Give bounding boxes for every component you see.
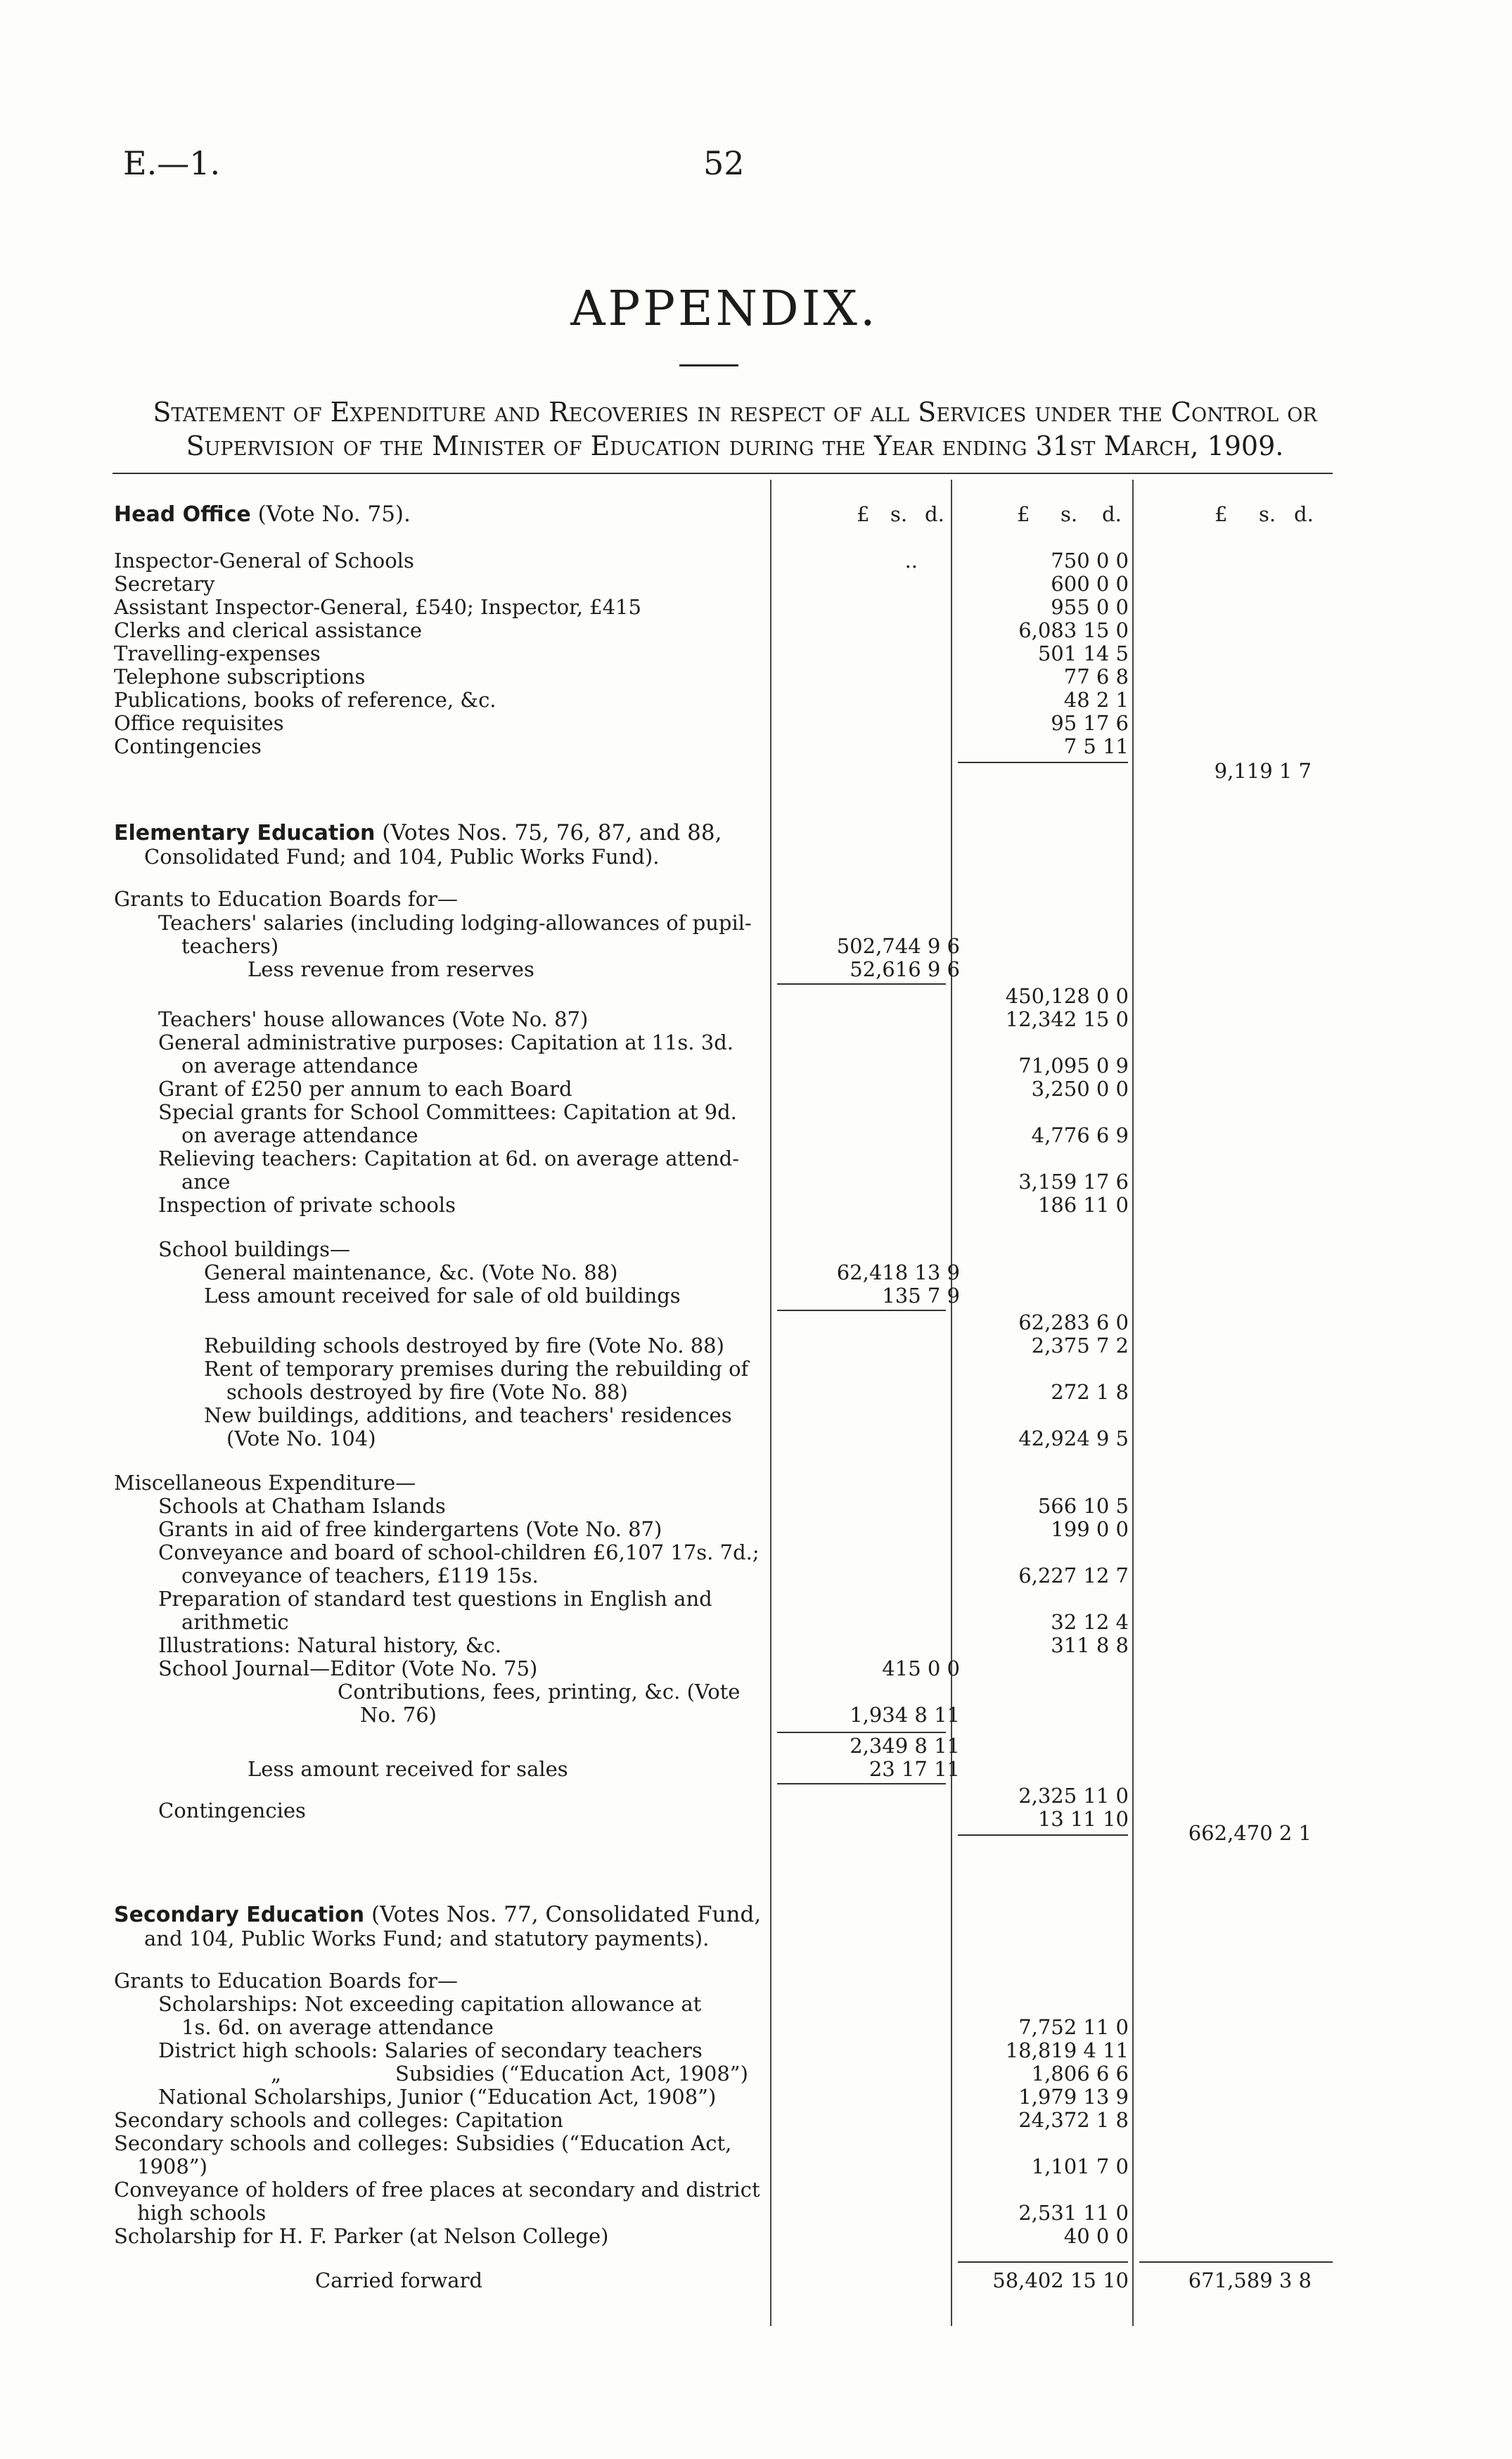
secondary-subsidies-amount: 1,101 7 0 bbox=[1031, 2154, 1129, 2178]
rent-temp-label: Rent of temporary premises during the rebuilding of bbox=[204, 1357, 749, 1381]
special-grants-label: Special grants for School Committees: Capitation at 9d. bbox=[158, 1100, 737, 1124]
elementary-subtotal-rule bbox=[958, 1834, 1128, 1836]
chatham-label: Schools at Chatham Islands bbox=[158, 1494, 446, 1518]
secondary-subsidies-label: Secondary schools and colleges: Subsidies (“Education Act, bbox=[114, 2131, 732, 2155]
elementary-heading bbox=[114, 822, 722, 845]
house-allowances-amount: 12,342 15 0 bbox=[1005, 1007, 1129, 1031]
less-sales-amount: 23 17 11 bbox=[869, 1757, 960, 1781]
elementary-contingencies-amount: 13 11 10 bbox=[1037, 1807, 1129, 1831]
head-office-amount: 77 6 8 bbox=[1063, 665, 1129, 689]
special-grants-label-2: on average attendance bbox=[181, 1123, 418, 1147]
less-revenue-amount: 52,616 9 6 bbox=[850, 957, 960, 981]
secondary-capitation-label: Secondary schools and colleges: Capitation bbox=[114, 2108, 563, 2132]
kindergartens-amount: 199 0 0 bbox=[1051, 1517, 1129, 1541]
elementary-title: Elementary Education bbox=[114, 821, 376, 845]
carried-forward-col3: 671,589 3 8 bbox=[1188, 2268, 1312, 2292]
head-office-row: Secretary bbox=[114, 572, 215, 596]
title-underline bbox=[679, 364, 738, 366]
general-maintenance-amount: 62,418 13 9 bbox=[836, 1260, 960, 1284]
parker-scholarship-amount: 40 0 0 bbox=[1063, 2224, 1129, 2248]
col1-pound-header: £ bbox=[857, 502, 870, 526]
head-office-vote: (Vote No. 75). bbox=[257, 502, 411, 527]
contributions-amount: 1,934 8 11 bbox=[850, 1703, 960, 1727]
national-scholarships-label: National Scholarships, Junior (“Education Act, 1908”) bbox=[158, 2085, 717, 2109]
page-number: 52 bbox=[703, 144, 745, 182]
district-high-amount: 18,819 4 11 bbox=[1005, 2038, 1129, 2062]
rebuilding-label: Rebuilding schools destroyed by fire (Vote No. 88) bbox=[204, 1334, 724, 1358]
teachers-salaries-gross: 502,744 9 6 bbox=[836, 934, 960, 958]
elementary-contingencies-label: Contingencies bbox=[158, 1799, 306, 1822]
house-allowances-label: Teachers' house allowances (Vote No. 87) bbox=[158, 1007, 589, 1031]
head-office-dots: .. bbox=[904, 549, 918, 573]
head-office-row: Travelling-expenses bbox=[114, 641, 321, 665]
school-journal-label: School Journal—Editor (Vote No. 75) bbox=[158, 1656, 538, 1680]
subtitle-line-1: Statement of Expenditure and Recoveries in respect of all Services under the Control or bbox=[153, 397, 1317, 428]
rent-temp-amount: 272 1 8 bbox=[1051, 1380, 1129, 1404]
head-office-row: Clerks and clerical assistance bbox=[114, 618, 422, 642]
grant-board-label: Grant of £250 per annum to each Board bbox=[158, 1077, 572, 1101]
head-office-amount: 7 5 11 bbox=[1063, 734, 1129, 758]
new-buildings-label-2: (Vote No. 104) bbox=[226, 1426, 376, 1450]
col3-shilling-header: s. bbox=[1259, 502, 1276, 526]
conveyance-label: Conveyance and board of school-children £6,107 17s. 7d.; bbox=[158, 1540, 760, 1564]
scholarships-label-2: 1s. 6d. on average attendance bbox=[181, 2015, 494, 2039]
conveyance-label-2: conveyance of teachers, £119 15s. bbox=[181, 1564, 539, 1588]
column-divider-1 bbox=[770, 480, 771, 2326]
head-office-amount: 501 14 5 bbox=[1037, 641, 1129, 665]
general-admin-amount: 71,095 0 9 bbox=[1018, 1054, 1129, 1078]
relieving-label: Relieving teachers: Capitation at 6d. on average attend- bbox=[158, 1147, 739, 1170]
relieving-label-2: ance bbox=[181, 1170, 231, 1194]
general-admin-label-2: on average attendance bbox=[181, 1054, 418, 1078]
teachers-salaries-label-2: teachers) bbox=[181, 934, 279, 958]
carried-forward-label: Carried forward bbox=[315, 2268, 483, 2292]
secondary-heading bbox=[114, 1903, 761, 1927]
head-office-subtotal-rule bbox=[958, 762, 1128, 763]
grant-board-amount: 3,250 0 0 bbox=[1031, 1077, 1129, 1101]
head-office-row: Contingencies bbox=[114, 734, 262, 758]
teachers-salaries-label: Teachers' salaries (including lodging-allowances of pupil- bbox=[158, 911, 752, 935]
head-office-amount: 48 2 1 bbox=[1063, 688, 1129, 712]
buildings-rule bbox=[777, 1310, 946, 1311]
misc-expenditure-heading: Miscellaneous Expenditure— bbox=[114, 1471, 416, 1495]
inspection-private-label: Inspection of private schools bbox=[158, 1193, 456, 1217]
head-office-title: Head Office bbox=[114, 502, 251, 527]
secondary-title: Secondary Education bbox=[114, 1903, 365, 1927]
conveyance-amount: 6,227 12 7 bbox=[1018, 1564, 1129, 1588]
inspection-private-amount: 186 11 0 bbox=[1037, 1193, 1129, 1217]
carried-forward-col2: 58,402 15 10 bbox=[992, 2268, 1129, 2292]
contributions-label-2: No. 76) bbox=[360, 1703, 437, 1727]
test-questions-amount: 32 12 4 bbox=[1051, 1610, 1129, 1634]
kindergartens-label: Grants in aid of free kindergartens (Vote No. 87) bbox=[158, 1517, 662, 1541]
page-header-ref: E.—1. bbox=[123, 144, 221, 182]
secondary-vote-line2: and 104, Public Works Fund; and statutory payments). bbox=[144, 1927, 710, 1950]
head-office-amount: 750 0 0 bbox=[1051, 549, 1129, 573]
new-buildings-label: New buildings, additions, and teachers' residences bbox=[204, 1403, 732, 1427]
elementary-vote: (Votes Nos. 75, 76, 87, and 88, bbox=[382, 820, 722, 845]
subsidies-ditto-mark: „ bbox=[271, 2062, 282, 2086]
elementary-total: 662,470 2 1 bbox=[1188, 1821, 1312, 1845]
head-office-amount: 95 17 6 bbox=[1051, 711, 1129, 735]
head-office-heading bbox=[114, 503, 411, 526]
conveyance-free-label: Conveyance of holders of free places at secondary and district bbox=[114, 2178, 760, 2202]
journal-subtotal-rule bbox=[777, 1732, 946, 1733]
top-rule bbox=[113, 473, 1333, 474]
teachers-salaries-rule bbox=[777, 983, 946, 985]
test-questions-label-2: arithmetic bbox=[181, 1610, 289, 1634]
journal-subtotal: 2,349 8 11 bbox=[850, 1734, 960, 1758]
col2-pence-header: d. bbox=[1102, 502, 1122, 526]
carried-forward-top-rule bbox=[958, 2261, 1128, 2263]
head-office-amount: 6,083 15 0 bbox=[1018, 618, 1129, 642]
head-office-row: Publications, books of reference, &c. bbox=[114, 688, 496, 712]
col3-pence-header: d. bbox=[1294, 502, 1314, 526]
column-divider-2 bbox=[951, 480, 952, 2326]
illustrations-label: Illustrations: Natural history, &c. bbox=[158, 1633, 502, 1657]
secondary-grants-heading: Grants to Education Boards for— bbox=[114, 1969, 458, 1993]
secondary-vote: (Votes Nos. 77, Consolidated Fund, bbox=[371, 1902, 762, 1927]
less-old-buildings-label: Less amount received for sale of old buildings bbox=[204, 1284, 681, 1308]
scholarships-label: Scholarships: Not exceeding capitation allowance at bbox=[158, 1992, 702, 2016]
head-office-row: Assistant Inspector-General, £540; Inspector, £415 bbox=[114, 595, 641, 619]
page-title: APPENDIX. bbox=[570, 281, 878, 337]
illustrations-amount: 311 8 8 bbox=[1051, 1633, 1129, 1657]
col3-pound-header: £ bbox=[1215, 502, 1228, 526]
carried-forward-col3-top-rule bbox=[1139, 2261, 1333, 2263]
less-old-buildings-amount: 135 7 9 bbox=[882, 1284, 960, 1308]
buildings-net: 62,283 6 0 bbox=[1018, 1310, 1129, 1334]
journal-net-rule bbox=[777, 1783, 946, 1784]
subsidies-label: Subsidies (“Education Act, 1908”) bbox=[395, 2062, 748, 2086]
less-revenue-label: Less revenue from reserves bbox=[248, 957, 534, 981]
teachers-salaries-net: 450,128 0 0 bbox=[1005, 984, 1129, 1008]
col2-pound-header: £ bbox=[1017, 502, 1030, 526]
special-grants-amount: 4,776 6 9 bbox=[1031, 1123, 1129, 1147]
scholarships-amount: 7,752 11 0 bbox=[1018, 2015, 1129, 2039]
new-buildings-amount: 42,924 9 5 bbox=[1018, 1426, 1129, 1450]
head-office-row: Office requisites bbox=[114, 711, 284, 735]
test-questions-label: Preparation of standard test questions in English and bbox=[158, 1587, 712, 1611]
less-sales-label: Less amount received for sales bbox=[248, 1757, 568, 1781]
head-office-row: Telephone subscriptions bbox=[114, 665, 366, 689]
secondary-subsidies-label-2: 1908”) bbox=[137, 2154, 207, 2178]
elementary-vote-line2: Consolidated Fund; and 104, Public Works Fund). bbox=[144, 845, 660, 869]
subsidies-amount: 1,806 6 6 bbox=[1031, 2062, 1129, 2086]
head-office-amount: 955 0 0 bbox=[1051, 595, 1129, 619]
journal-net: 2,325 11 0 bbox=[1018, 1784, 1129, 1808]
col2-shilling-header: s. bbox=[1061, 502, 1078, 526]
rent-temp-label-2: schools destroyed by fire (Vote No. 88) bbox=[226, 1380, 628, 1404]
chatham-amount: 566 10 5 bbox=[1037, 1494, 1129, 1518]
elementary-grants-heading: Grants to Education Boards for— bbox=[114, 887, 458, 911]
contributions-label: Contributions, fees, printing, &c. (Vote bbox=[338, 1680, 741, 1704]
school-buildings-heading: School buildings— bbox=[158, 1237, 350, 1261]
general-maintenance-label: General maintenance, &c. (Vote No. 88) bbox=[204, 1260, 618, 1284]
head-office-row: Inspector-General of Schools bbox=[114, 549, 414, 573]
subtitle-line-2: Supervision of the Minister of Education during the Year ending 31st March, 1909. bbox=[186, 430, 1284, 461]
col1-pence-header: d. bbox=[925, 502, 944, 526]
statement-subtitle bbox=[116, 395, 1354, 463]
conveyance-free-amount: 2,531 11 0 bbox=[1018, 2201, 1129, 2225]
general-admin-label: General administrative purposes: Capitation at 11s. 3d. bbox=[158, 1030, 733, 1054]
rebuilding-amount: 2,375 7 2 bbox=[1031, 1334, 1129, 1358]
school-journal-amount: 415 0 0 bbox=[882, 1656, 960, 1680]
national-scholarships-amount: 1,979 13 9 bbox=[1018, 2085, 1129, 2109]
parker-scholarship-label: Scholarship for H. F. Parker (at Nelson College) bbox=[114, 2224, 609, 2248]
head-office-total: 9,119 1 7 bbox=[1214, 759, 1312, 783]
secondary-capitation-amount: 24,372 1 8 bbox=[1018, 2108, 1129, 2132]
conveyance-free-label-2: high schools bbox=[137, 2201, 267, 2225]
head-office-amount: 600 0 0 bbox=[1051, 572, 1129, 596]
relieving-amount: 3,159 17 6 bbox=[1018, 1170, 1129, 1194]
col1-shilling-header: s. bbox=[890, 502, 908, 526]
district-high-label: District high schools: Salaries of secondary teachers bbox=[158, 2038, 703, 2062]
column-divider-3 bbox=[1132, 480, 1134, 2326]
